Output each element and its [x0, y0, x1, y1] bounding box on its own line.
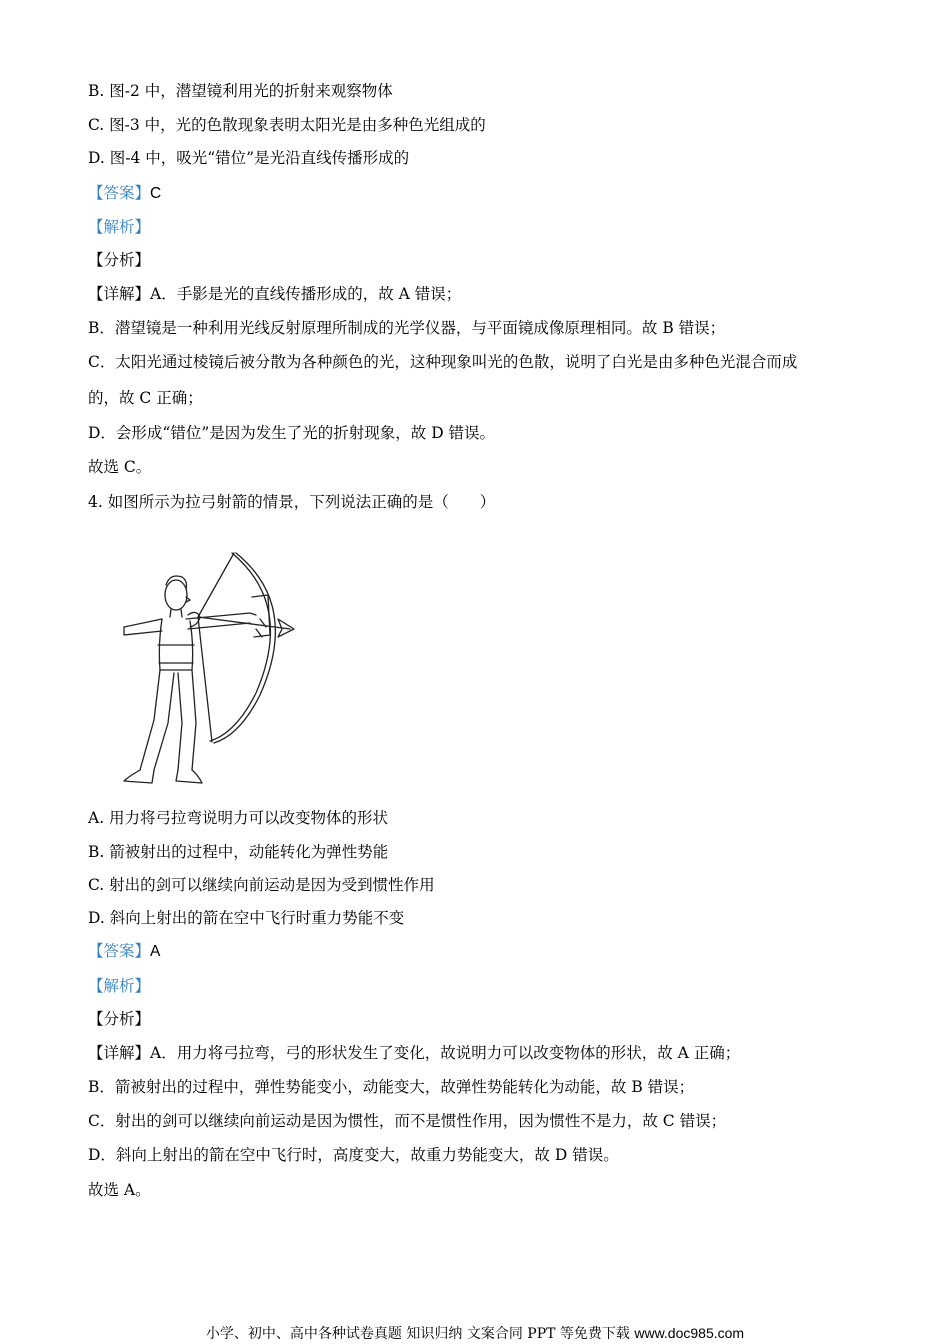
q3-detail-c2: 的，故 C 正确；: [88, 389, 203, 407]
q4-fenxi-label: 【分析】: [88, 1010, 151, 1028]
answer-value: C: [150, 185, 162, 202]
q4-stem: 4. 如图所示为拉弓射箭的情景，下列说法正确的是（ ）: [88, 493, 496, 511]
q3-detail-a: 【详解】A．手影是光的直线传播形成的，故 A 错误；: [88, 285, 462, 303]
footer-url[interactable]: www.doc985.com: [634, 1325, 745, 1341]
q4-jiexi-label: 【解析】: [88, 977, 151, 995]
q3-option-d: D. 图-4 中，吸光“错位”是光沿直线传播形成的: [88, 149, 410, 167]
q4-answer: [88, 941, 160, 962]
q3-detail-d: D．会形成“错位”是因为发生了光的折射现象，故 D 错误。: [88, 424, 496, 442]
q3-fenxi-label: 【分析】: [88, 251, 151, 269]
q4-detail-c: C．射出的剑可以继续向前运动是因为惯性，而不是惯性作用，因为惯性不是力，故 C 错误；: [88, 1112, 727, 1130]
q4-option-b: B. 箭被射出的过程中，动能转化为弹性势能: [88, 843, 389, 861]
q4-detail-b: B．箭被射出的过程中，弹性势能变小，动能变大，故弹性势能转化为动能，故 B 错误；: [88, 1078, 695, 1096]
page-footer: [0, 1324, 950, 1343]
q3-option-b: B. 图-2 中，潜望镜利用光的折射来观察物体: [88, 82, 393, 100]
q4-option-c: C. 射出的剑可以继续向前运动是因为受到惯性作用: [88, 876, 435, 894]
q4-option-d: D. 斜向上射出的箭在空中飞行时重力势能不变: [88, 909, 405, 927]
answer-label: 【答案】: [88, 184, 151, 202]
q3-detail-b: B．潜望镜是一种利用光线反射原理所制成的光学仪器，与平面镜成像原理相同。故 B 错误；: [88, 319, 726, 337]
answer-label: 【答案】: [88, 942, 151, 960]
archer-drawing-icon: [110, 545, 305, 790]
q4-conclusion: 故选 A。: [88, 1181, 151, 1199]
q3-conclusion: 故选 C。: [88, 458, 152, 476]
footer-text: 小学、初中、高中各种试卷真题 知识归纳 文案合同 PPT 等免费下载: [205, 1326, 630, 1342]
answer-value: A: [150, 943, 161, 960]
q4-detail-d: D．斜向上射出的箭在空中飞行时，高度变大，故重力势能变大，故 D 错误。: [88, 1146, 619, 1164]
q3-option-c: C. 图-3 中，光的色散现象表明太阳光是由多种色光组成的: [88, 116, 486, 134]
q4-option-a: A. 用力将弓拉弯说明力可以改变物体的形状: [88, 809, 389, 827]
q4-detail-a: 【详解】A．用力将弓拉弯，弓的形状发生了变化，故说明力可以改变物体的形状，故 A 正确；: [88, 1044, 741, 1062]
q3-answer: [88, 183, 161, 204]
q3-detail-c1: C．太阳光通过棱镜后被分散为各种颜色的光，这种现象叫光的色散，说明了白光是由多种色光混合而成: [88, 353, 798, 371]
q3-jiexi-label: 【解析】: [88, 218, 151, 236]
